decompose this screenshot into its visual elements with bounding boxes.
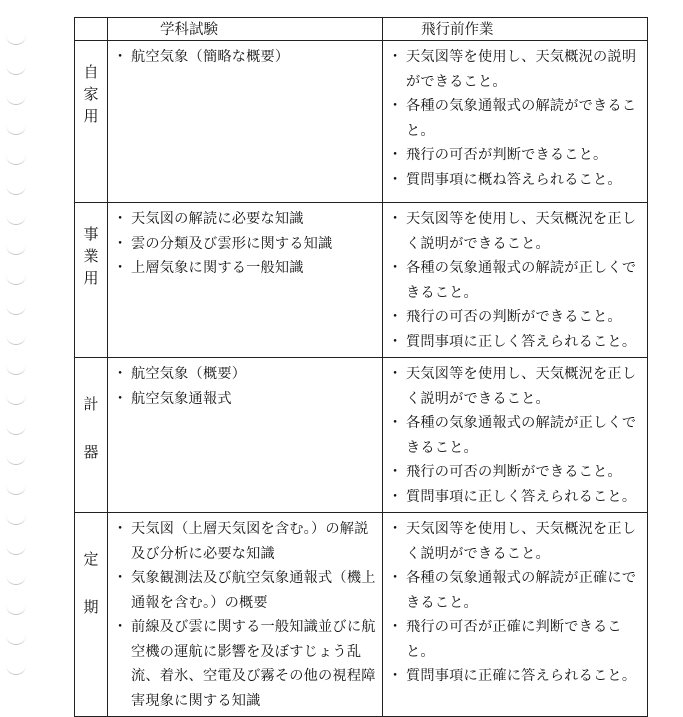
category-label: 計器: [83, 395, 99, 461]
category-label: 定期: [83, 550, 99, 616]
binder-hole: [6, 394, 26, 405]
binder-hole: [6, 274, 26, 285]
list-item: ・ 天気図等を使用し、天気概況を正しく説明ができること。: [384, 362, 642, 411]
list-item: ・ 上層気象に関する一般知識: [109, 256, 377, 281]
category-cell: [75, 41, 108, 203]
list-item: ・ 天気図等を使用し、天気概況を正しく説明ができること。: [384, 207, 642, 256]
binder-hole: [6, 574, 26, 585]
binder-hole: [6, 124, 26, 135]
binder-hole: [6, 64, 26, 75]
list-item: ・ 質問事項に概ね答えられること。: [384, 168, 642, 193]
row-private: [75, 41, 648, 203]
binder-hole: [6, 544, 26, 555]
binder-hole: [6, 244, 26, 255]
list-item: ・ 航空気象（簡略な概要）: [109, 45, 377, 70]
list-item: ・ 天気図（上層天気図を含む。）の解説及び分析に必要な知識: [109, 517, 377, 566]
list-item: ・ 航空気象通報式: [109, 387, 377, 412]
binder-hole: [6, 94, 26, 105]
category-cell: [75, 203, 108, 358]
list-item: ・ 各種の気象通報式の解読ができること。: [384, 94, 642, 143]
binder-hole: [6, 334, 26, 345]
written-exam-cell: [108, 358, 383, 513]
list-item: ・ 飛行の可否が判断できること。: [384, 143, 642, 168]
binder-hole: [6, 304, 26, 315]
binder-hole: [6, 34, 26, 45]
written-exam-cell: [108, 203, 383, 358]
binder-hole: [6, 634, 26, 645]
weather-exam-table: [74, 17, 648, 717]
list-item: ・ 飛行の可否の判断ができること。: [384, 460, 642, 485]
written-exam-cell: [108, 41, 383, 203]
category-label: 事業用: [83, 225, 99, 287]
preflight-cell: [383, 41, 648, 203]
preflight-cell: [383, 358, 648, 513]
list-item: ・ 各種の気象通報式の解読が正しくできること。: [384, 411, 642, 460]
category-cell: [75, 358, 108, 513]
header-row: [75, 18, 648, 41]
row-commercial: [75, 203, 648, 358]
row-airline-transport: [75, 513, 648, 717]
list-item: ・ 飛行の可否が正確に判断できること。: [384, 615, 642, 664]
list-item: ・ 各種の気象通報式の解読が正しくできること。: [384, 256, 642, 305]
binder-hole: [6, 454, 26, 465]
binder-hole: [6, 214, 26, 225]
list-item: ・ 質問事項に正しく答えられること。: [384, 330, 642, 355]
binder-hole: [6, 154, 26, 165]
list-item: ・ 天気図等を使用し、天気概況を正しく説明ができること。: [384, 517, 642, 566]
category-cell: [75, 513, 108, 717]
preflight-cell: [383, 203, 648, 358]
header-preflight: 飛行前作業: [383, 18, 648, 41]
list-item: ・ 質問事項に正しく答えられること。: [384, 485, 642, 510]
list-item: ・ 気象観測法及び航空気象通報式（機上通報を含む。）の概要: [109, 566, 377, 615]
header-written-exam: 学科試験: [108, 18, 383, 41]
binder-hole: [6, 664, 26, 675]
binder-holes: [0, 0, 40, 687]
list-item: ・ 天気図等を使用し、天気概況の説明ができること。: [384, 45, 642, 94]
list-item: ・ 天気図の解読に必要な知識: [109, 207, 377, 232]
list-item: ・ 飛行の可否の判断ができること。: [384, 305, 642, 330]
binder-hole: [6, 484, 26, 495]
binder-hole: [6, 184, 26, 195]
binder-hole: [6, 424, 26, 435]
list-item: ・ 雲の分類及び雲形に関する知識: [109, 232, 377, 257]
header-category: [75, 18, 108, 41]
preflight-cell: [383, 513, 648, 717]
list-item: ・ 質問事項に正確に答えられること。: [384, 664, 642, 689]
binder-hole: [6, 514, 26, 525]
list-item: ・ 航空気象（概要）: [109, 362, 377, 387]
binder-hole: [6, 364, 26, 375]
row-instrument: [75, 358, 648, 513]
list-item: ・ 各種の気象通報式の解読が正確にできること。: [384, 566, 642, 615]
list-item: ・ 前線及び雲に関する一般知識並びに航空機の運航に影響を及ぼすじょう乱流、着氷、空電及び霧その他の視程障害現象に関する知識: [109, 615, 377, 713]
binder-hole: [6, 604, 26, 615]
written-exam-cell: [108, 513, 383, 717]
category-label: 自家用: [83, 63, 99, 125]
